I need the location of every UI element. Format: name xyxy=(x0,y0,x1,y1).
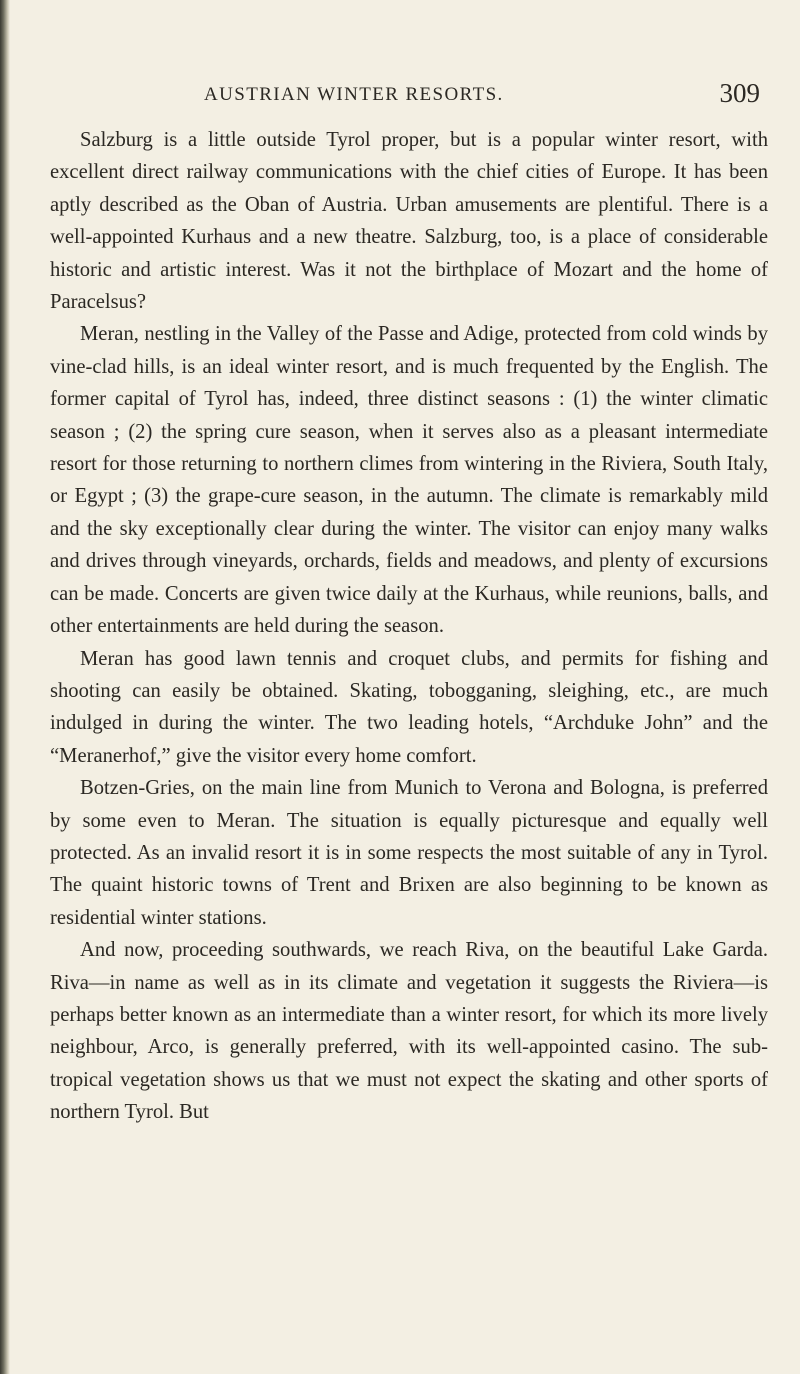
paragraph-riva: And now, proceeding southwards, we reach Riva, on the beautiful Lake Garda. Riva—in name as well as in its climate and vegetation it suggests the Riviera—is perhaps better known as an intermediate than a winter resort, for which its more lively neighbour, Arco, is generally preferred, with its well-appointed casino. The sub-tropical vegetation shows us that we must not expect the skating and other sports of northern Tyrol. But xyxy=(50,939,768,1124)
running-head: AUSTRIAN WINTER RESORTS. xyxy=(204,84,504,105)
page-number: 309 xyxy=(719,78,760,108)
book-page xyxy=(50,78,768,1129)
book-spine-shadow xyxy=(0,0,10,1374)
page-header xyxy=(50,78,768,118)
paragraph-meran-sports: Meran has good lawn tennis and croquet clubs, and permits for fishing and shooting can easily be obtained. Skating, tobogganing, sleighing, etc., are much indulged in during the winter. The two leading hotels, “Archduke John” and the “Meranerhof,” give the visitor every home comfort. xyxy=(50,647,768,767)
paragraph-meran: Meran, nestling in the Valley of the Passe and Adige, protected from cold winds by vine-clad hills, is an ideal winter resort, and is much frequented by the English. The former capital of Tyrol has, indeed, three distinct seasons : (1) the winter climatic season ; (2) the spring cure season, when it serves also as a pleasant intermediate resort for those returning to northern climes from wintering in the Riviera, South Italy, or Egypt ; (3) the grape-cure season, in the autumn. The climate is remarkably mild and the sky exceptionally clear during the winter. The visitor can enjoy many walks and drives through vineyards, orchards, fields and meadows, and plenty of excursions can be made. Concerts are given twice daily at the Kurhaus, while reunions, balls, and other entertainments are held during the season. xyxy=(50,323,768,638)
paragraph-botzen-gries: Botzen-Gries, on the main line from Munich to Verona and Bologna, is preferred by some even to Meran. The situation is equally picturesque and equally well protected. As an invalid resort it is in some respects the most suitable of any in Tyrol. The quaint historic towns of Trent and Brixen are also beginning to be known as residential winter stations. xyxy=(50,777,768,929)
body-text xyxy=(50,124,768,1129)
paragraph-salzburg: Salzburg is a little outside Tyrol proper, but is a popular winter resort, with excellent direct railway communications with the chief cities of Europe. It has been aptly described as the Oban of Austria. Urban amusements are plentiful. There is a well-appointed Kurhaus and a new theatre. Salzburg, too, is a place of considerable historic and artistic interest. Was it not the birthplace of Mozart and the home of Paracelsus? xyxy=(50,129,768,314)
